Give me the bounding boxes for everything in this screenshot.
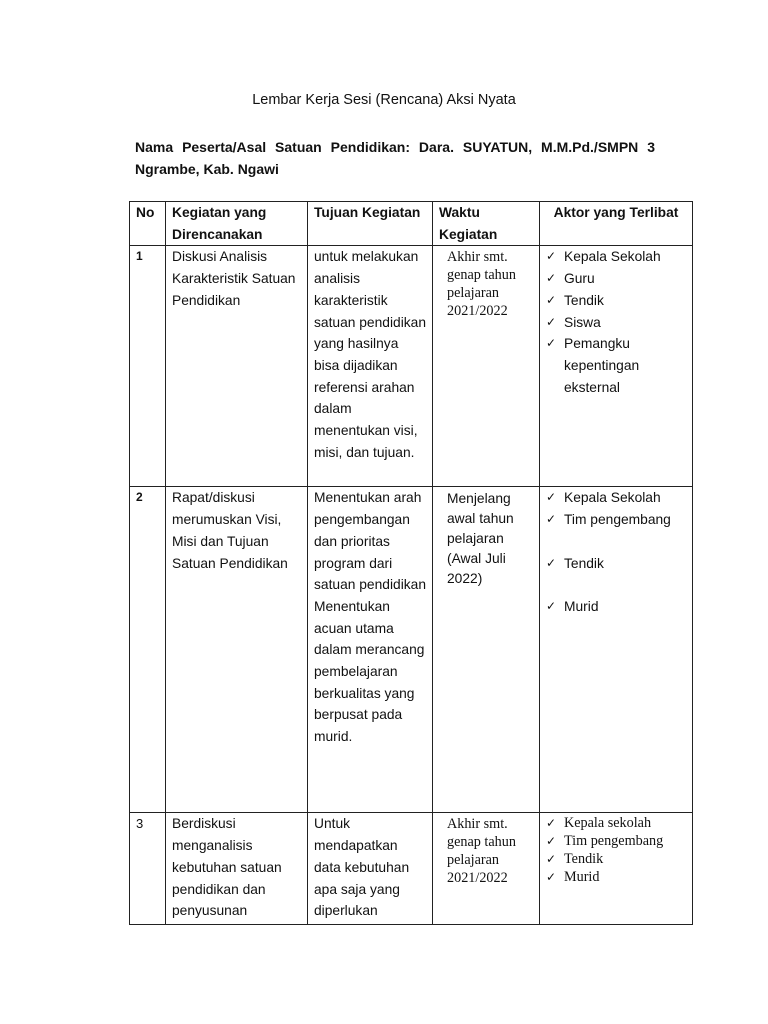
header-kegiatan: Kegiatan yang Direncanakan <box>166 202 308 246</box>
aktor-list <box>546 813 686 886</box>
aktor-label: Kepala sekolah <box>564 815 652 832</box>
aktor-label: Tim pengembang <box>564 833 664 850</box>
list-item <box>546 312 686 334</box>
list-item <box>546 246 686 268</box>
check-mark-icon: ✓ <box>546 336 557 351</box>
document-title: Lembar Kerja Sesi (Rencana) Aksi Nyata <box>252 92 516 108</box>
list-item <box>546 832 686 850</box>
aktor-label: Pemangku kepentingan eksternal <box>564 336 640 395</box>
aktor-cell <box>540 487 693 813</box>
aktor-label: Tim pengembang <box>564 512 671 528</box>
waktu-cell: Menjelang awal tahun pelajaran (Awal Juli 2022) <box>433 487 540 813</box>
kegiatan-cell: Diskusi Analisis Karakteristik Satuan Pendidikan <box>166 246 308 487</box>
row-number: 1 <box>130 246 166 487</box>
check-mark-icon: ✓ <box>546 870 557 885</box>
list-item <box>546 814 686 832</box>
waktu-cell: Akhir smt. genap tahun pelajaran 2021/2022 <box>433 246 540 487</box>
list-item <box>546 596 686 618</box>
participant-info: Nama Peserta/Asal Satuan Pendidikan: Dara. SUYATUN, M.M.Pd./SMPN 3 Ngrambe, Kab. Ngawi <box>135 139 655 177</box>
check-mark-icon: ✓ <box>546 314 557 329</box>
list-item <box>546 268 686 290</box>
kegiatan-cell: Berdiskusi menganalisis kebutuhan satuan pendidikan dan penyusunan <box>166 813 308 925</box>
aktor-label: Tendik <box>564 292 604 308</box>
aktor-label: Guru <box>564 271 595 287</box>
aktor-cell <box>540 246 693 487</box>
header-no: No <box>130 202 166 246</box>
check-mark-icon: ✓ <box>546 555 557 570</box>
aktor-cell <box>540 813 693 925</box>
check-mark-icon: ✓ <box>546 816 557 831</box>
tujuan-cell: untuk melakukan analisis karakteristik satuan pendidikan yang hasilnya bisa dijadikan referensi arahan dalam menentukan visi, misi, dan tujuan. <box>308 246 433 487</box>
table-row <box>130 487 693 813</box>
list-item <box>546 868 686 886</box>
waktu-cell: Akhir smt. genap tahun pelajaran 2021/2022 <box>433 813 540 925</box>
aktor-label: Kepala Sekolah <box>564 490 661 506</box>
action-plan-table <box>129 201 693 925</box>
check-mark-icon: ✓ <box>546 249 557 264</box>
aktor-label: Tendik <box>564 851 604 868</box>
aktor-list <box>546 246 686 398</box>
header-waktu: Waktu Kegiatan <box>433 202 540 246</box>
check-mark-icon: ✓ <box>546 852 557 867</box>
check-mark-icon: ✓ <box>546 512 557 527</box>
check-mark-icon: ✓ <box>546 292 557 307</box>
header-aktor: Aktor yang Terlibat <box>540 202 693 246</box>
header-tujuan: Tujuan Kegiatan <box>308 202 433 246</box>
row-number: 3 <box>130 813 166 925</box>
aktor-label: Murid <box>564 869 600 886</box>
list-item <box>546 290 686 312</box>
tujuan-cell: Untuk mendapatkan data kebutuhan apa saja yang diperlukan <box>308 813 433 925</box>
row-number: 2 <box>130 487 166 813</box>
list-item <box>546 487 686 509</box>
aktor-label: Tendik <box>564 555 604 571</box>
table-header-row <box>130 202 693 246</box>
table-row <box>130 246 693 487</box>
list-item <box>546 553 686 575</box>
check-mark-icon: ✓ <box>546 834 557 849</box>
aktor-label: Murid <box>564 598 599 614</box>
check-mark-icon: ✓ <box>546 271 557 286</box>
aktor-label: Kepala Sekolah <box>564 249 661 265</box>
list-item <box>546 333 686 398</box>
aktor-list <box>546 487 686 617</box>
check-mark-icon: ✓ <box>546 598 557 613</box>
tujuan-cell: Menentukan arah pengembangan dan prioritas program dari satuan pendidikan Menentukan acuan utama dalam merancang pembelajaran berkualitas yang berpusat pada murid. <box>308 487 433 813</box>
list-item <box>546 850 686 868</box>
kegiatan-cell: Rapat/diskusi merumuskan Visi, Misi dan Tujuan Satuan Pendidikan <box>166 487 308 813</box>
aktor-label: Siswa <box>564 314 601 330</box>
check-mark-icon: ✓ <box>546 490 557 505</box>
list-item <box>546 509 686 531</box>
table-row <box>130 813 693 925</box>
